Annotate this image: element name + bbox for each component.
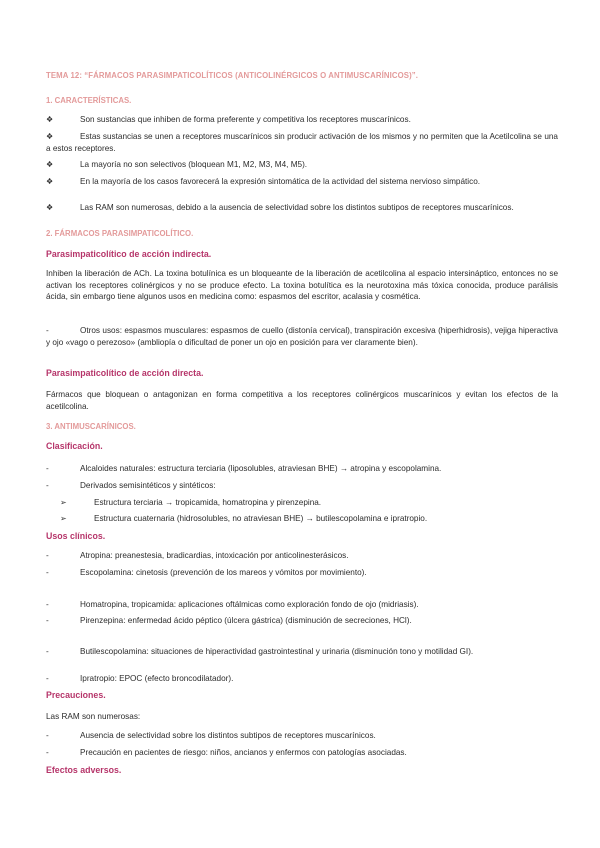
other-uses-text: Otros usos: espasmos musculares: espasmos de cuello (distonía cervical), transpiración excesiva (hiperhidrosis), vejiga hiperactiva y ojo «vago o perezoso» (ambliopía o dificultad de poner un ojo en posición para ver claramente bien). — [46, 326, 558, 347]
clasificacion-item-derived — [46, 480, 558, 492]
usos-text: Atropina: preanestesia, bradicardias, intoxicación por anticolinesterásicos. — [80, 551, 349, 560]
usos-text: Pirenzepina: enfermedad ácido péptico (úlcera gástrica) (disminución de secreciones, HCl). — [80, 616, 412, 625]
characteristic-item-3 — [46, 159, 558, 171]
usos-item-atropina — [46, 550, 558, 562]
usos-item-butilescopolamina — [46, 646, 558, 658]
characteristic-item-1 — [46, 114, 558, 126]
clasificacion-subtext: Estructura cuaternaria (hidrosolubles, no atraviesan BHE) → butilescopolamina e ipratropio. — [94, 514, 428, 523]
usos-item-ipratropio — [46, 673, 558, 685]
arrow-bullet-icon: ➢ — [60, 514, 67, 523]
clasificacion-subitem-cuaternaria — [46, 513, 558, 525]
diamond-bullet-icon: ❖ — [46, 160, 54, 169]
dash-bullet: - — [46, 464, 49, 473]
dash-bullet: - — [46, 731, 49, 740]
precauciones-intro: Las RAM son numerosas: — [46, 712, 141, 721]
characteristic-item-4 — [46, 176, 558, 188]
usos-heading: Usos clínicos. — [46, 531, 106, 541]
usos-text: Ipratropio: EPOC (efecto broncodilatador). — [80, 674, 234, 683]
usos-item-pirenzepina — [46, 615, 558, 627]
usos-item-homatropina — [46, 599, 558, 611]
clasificacion-text: Derivados semisintéticos y sintéticos: — [80, 481, 216, 490]
clasificacion-heading: Clasificación. — [46, 441, 103, 451]
other-uses-item — [46, 325, 558, 348]
characteristic-text: Las RAM son numerosas, debido a la ausencia de selectividad sobre los distintos subtipos de receptores muscarínicos. — [80, 203, 514, 212]
diamond-bullet-icon: ❖ — [46, 177, 54, 186]
dash-bullet: - — [46, 647, 49, 656]
arrow-bullet-icon: ➢ — [60, 498, 67, 507]
characteristic-item-5 — [46, 202, 558, 214]
dash-bullet: - — [46, 568, 49, 577]
diamond-bullet-icon: ❖ — [46, 132, 54, 141]
section-1-heading: 1. CARACTERÍSTICAS. — [46, 96, 132, 105]
section-3-heading: 3. ANTIMUSCARÍNICOS. — [46, 422, 136, 431]
clasificacion-subitem-terciaria — [46, 497, 558, 509]
diamond-bullet-icon: ❖ — [46, 203, 54, 212]
clasificacion-subtext: Estructura terciaria → tropicamida, homatropina y pirenzepina. — [94, 498, 322, 507]
section-2-heading: 2. FÁRMACOS PARASIMPATICOLÍTICO. — [46, 229, 194, 238]
direct-paragraph: Fármacos que bloquean o antagonizan en forma competitiva a los receptores colinérgicos muscarínicos y evitan los efectos de la acetilcolina. — [46, 390, 558, 411]
efectos-heading: Efectos adversos. — [46, 765, 122, 775]
precauciones-text: Precaución en pacientes de riesgo: niños, ancianos y enfermos con patologías asociadas. — [80, 748, 407, 757]
indirect-paragraph: Inhiben la liberación de ACh. La toxina botulínica es un bloqueante de la liberación de acetilcolina al espacio intersináptico, entonces no se activan los receptores colinérgicos y no se produce efecto. La toxina botulítica es la neurotoxina más tóxica conocida, produce parálisis ácida, sin embargo tiene algunos usos en medicina como: espasmos del escritor, acalasia y cosmética. — [46, 269, 558, 302]
document-title: TEMA 12: “FÁRMACOS PARASIMPATICOLÍTICOS (ANTICOLINÉRGICOS O ANTIMUSCARÍNICOS)”. — [46, 71, 419, 80]
characteristic-text: La mayoría no son selectivos (bloquean M1, M2, M3, M4, M5). — [80, 160, 308, 169]
indirect-heading: Parasimpaticolítico de acción indirecta. — [46, 249, 212, 259]
dash-bullet: - — [46, 551, 49, 560]
characteristic-item-2 — [46, 131, 558, 154]
clasificacion-text: Alcaloides naturales: estructura terciaria (liposolubles, atraviesan BHE) → atropina y escopolamina. — [80, 464, 442, 473]
dash-bullet: - — [46, 748, 49, 757]
clasificacion-item-natural — [46, 463, 558, 475]
usos-text: Butilescopolamina: situaciones de hiperactividad gastrointestinal y urinaria (disminución tono y motilidad GI). — [80, 647, 474, 656]
precauciones-item-selectividad — [46, 730, 558, 742]
characteristic-text: Estas sustancias se unen a receptores muscarínicos sin producir activación de los mismos y no permiten que la Acetilcolina se una a estos receptores. — [46, 132, 558, 153]
diamond-bullet-icon: ❖ — [46, 115, 54, 124]
dash-bullet: - — [46, 326, 49, 335]
direct-heading: Parasimpaticolítico de acción directa. — [46, 368, 204, 378]
precauciones-item-riesgo — [46, 747, 558, 759]
dash-bullet: - — [46, 674, 49, 683]
dash-bullet: - — [46, 600, 49, 609]
precauciones-text: Ausencia de selectividad sobre los distintos subtipos de receptores muscarínicos. — [80, 731, 376, 740]
usos-text: Escopolamina: cinetosis (prevención de los mareos y vómitos por movimiento). — [80, 568, 367, 577]
dash-bullet: - — [46, 616, 49, 625]
dash-bullet: - — [46, 481, 49, 490]
usos-item-escopolamina — [46, 567, 558, 579]
characteristic-text: Son sustancias que inhiben de forma preferente y competitiva los receptores muscarínicos. — [80, 115, 411, 124]
characteristic-text: En la mayoría de los casos favorecerá la expresión sintomática de la actividad del sistema nervioso simpático. — [80, 177, 481, 186]
precauciones-heading: Precauciones. — [46, 690, 106, 700]
usos-text: Homatropina, tropicamida: aplicaciones oftálmicas como exploración fondo de ojo (midriasis). — [80, 600, 419, 609]
